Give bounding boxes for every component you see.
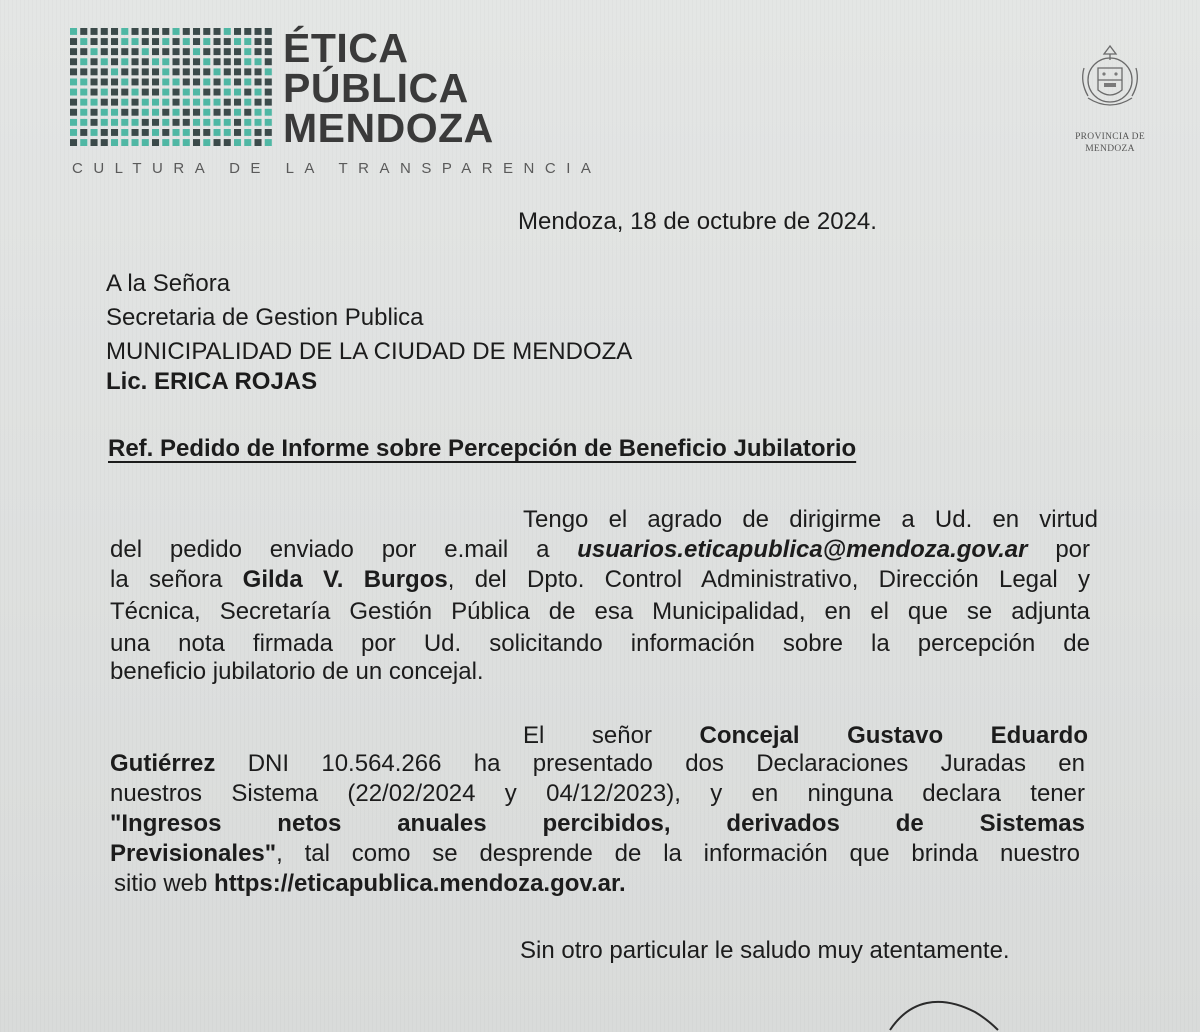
logo-tile <box>111 38 118 45</box>
logo-tile <box>224 58 231 65</box>
brand-line-1: ÉTICA <box>283 25 409 71</box>
p1-line-4: Técnica, Secretaría Gestión Pública de esa Municipalidad, en el que se adjunta <box>110 598 1090 625</box>
logo-tile <box>70 58 77 65</box>
logo-tile <box>265 28 272 35</box>
logo-tile <box>91 89 98 96</box>
logo-tile <box>152 28 159 35</box>
logo-tile <box>193 109 200 116</box>
logo-tile <box>224 38 231 45</box>
logo-tile <box>91 48 98 55</box>
logo-tile <box>265 38 272 45</box>
logo-tile <box>162 48 169 55</box>
logo-tile <box>173 139 180 146</box>
logo-tile <box>203 109 210 116</box>
logo-tile <box>214 99 221 106</box>
logo-tile <box>152 109 159 116</box>
logo-tile <box>142 28 149 35</box>
logo-tile <box>244 99 251 106</box>
p2-line-5-bold: Previsionales" <box>110 840 277 867</box>
logo-tile <box>224 99 231 106</box>
logo-tile <box>111 119 118 126</box>
logo-tile <box>193 99 200 106</box>
provincia-seal-icon <box>1070 38 1150 118</box>
logo-tile <box>265 68 272 75</box>
logo-tile <box>101 68 108 75</box>
logo-tile <box>111 79 118 86</box>
logo-tile <box>152 99 159 106</box>
logo-tile <box>193 139 200 146</box>
etica-publica-logo-mosaic <box>70 28 275 150</box>
logo-tile <box>265 139 272 146</box>
logo-tile <box>203 99 210 106</box>
logo-tile <box>121 58 128 65</box>
logo-tile <box>183 58 190 65</box>
logo-tile <box>70 68 77 75</box>
logo-tile <box>255 58 262 65</box>
logo-tile <box>132 109 139 116</box>
website-url: https://eticapublica.mendoza.gov.ar. <box>214 870 626 897</box>
logo-tile <box>152 48 159 55</box>
logo-tile <box>91 28 98 35</box>
concejal-title: Concejal Gustavo Eduardo <box>699 722 1088 749</box>
signature-stroke <box>880 990 1000 1032</box>
p1-line-3 <box>110 566 1090 594</box>
logo-tile <box>132 68 139 75</box>
p1-line-2 <box>110 536 1090 564</box>
logo-tile <box>101 119 108 126</box>
logo-tile <box>70 129 77 136</box>
logo-tile <box>255 79 262 86</box>
logo-tile <box>183 119 190 126</box>
logo-tile <box>80 129 87 136</box>
sender-name: Gilda V. Burgos <box>242 566 448 593</box>
logo-tile <box>193 58 200 65</box>
logo-tile <box>173 58 180 65</box>
brand-wordmark <box>283 25 494 151</box>
logo-tile <box>111 99 118 106</box>
logo-tile <box>142 99 149 106</box>
p2-line-3: nuestros Sistema (22/02/2024 y 04/12/2023), y en ninguna declara tener <box>110 780 1085 807</box>
brand-tagline: CULTURA DE LA TRANSPARENCIA <box>72 160 602 177</box>
logo-tile <box>162 28 169 35</box>
logo-tile <box>255 99 262 106</box>
seal-caption <box>1055 131 1165 155</box>
logo-tile <box>132 119 139 126</box>
logo-tile <box>203 89 210 96</box>
logo-tile <box>121 129 128 136</box>
logo-tile <box>70 139 77 146</box>
logo-tile <box>234 129 241 136</box>
logo-tile <box>91 38 98 45</box>
logo-tile <box>142 89 149 96</box>
p1-line-6: beneficio jubilatorio de un concejal. <box>110 658 484 685</box>
logo-tile <box>234 58 241 65</box>
logo-tile <box>255 68 262 75</box>
logo-tile <box>244 139 251 146</box>
p2-line-2 <box>110 750 1085 778</box>
reference-line: Ref. Pedido de Informe sobre Percepción de Beneficio Jubilatorio <box>108 435 857 462</box>
brand-line-2: PÚBLICA <box>283 65 469 111</box>
logo-tile <box>173 109 180 116</box>
logo-tile <box>214 58 221 65</box>
logo-tile <box>234 139 241 146</box>
logo-tile <box>173 48 180 55</box>
logo-tile <box>265 119 272 126</box>
logo-tile <box>80 68 87 75</box>
logo-tile <box>142 139 149 146</box>
logo-tile <box>265 89 272 96</box>
logo-tile <box>152 89 159 96</box>
logo-tile <box>162 109 169 116</box>
logo-tile <box>142 38 149 45</box>
logo-tile <box>183 139 190 146</box>
logo-tile <box>193 79 200 86</box>
logo-tile <box>152 58 159 65</box>
logo-tile <box>183 48 190 55</box>
logo-tile <box>193 38 200 45</box>
logo-tile <box>162 79 169 86</box>
logo-tile <box>80 99 87 106</box>
logo-tile <box>132 129 139 136</box>
logo-tile <box>91 119 98 126</box>
logo-tile <box>142 129 149 136</box>
logo-tile <box>162 68 169 75</box>
logo-tile <box>80 139 87 146</box>
logo-tile <box>255 89 262 96</box>
logo-tile <box>244 129 251 136</box>
logo-tile <box>173 79 180 86</box>
logo-tile <box>214 48 221 55</box>
logo-tile <box>101 129 108 136</box>
logo-tile <box>203 119 210 126</box>
logo-tile <box>214 139 221 146</box>
logo-tile <box>224 68 231 75</box>
logo-tile <box>91 58 98 65</box>
logo-tile <box>244 58 251 65</box>
concejal-surname: Gutiérrez <box>110 750 216 777</box>
logo-tile <box>255 28 262 35</box>
logo-tile <box>173 129 180 136</box>
logo-tile <box>70 79 77 86</box>
logo-tile <box>203 129 210 136</box>
logo-tile <box>121 48 128 55</box>
logo-tile <box>162 58 169 65</box>
p1-line-2-a: del pedido enviado por e.mail a <box>110 536 550 563</box>
p1-line-3-b: , del Dpto. Control Administrativo, Dirección Legal y <box>447 566 1091 593</box>
logo-tile <box>214 129 221 136</box>
logo-tile <box>80 79 87 86</box>
logo-tile <box>234 68 241 75</box>
logo-tile <box>111 58 118 65</box>
p2-line-2-rest: DNI 10.564.266 ha presentado dos Declaraciones Juradas en <box>247 750 1086 777</box>
logo-tile <box>142 58 149 65</box>
logo-tile <box>111 68 118 75</box>
logo-tile <box>265 58 272 65</box>
logo-tile <box>91 79 98 86</box>
logo-tile <box>244 68 251 75</box>
logo-tile <box>101 89 108 96</box>
letter-date: Mendoza, 18 de octubre de 2024. <box>518 208 877 235</box>
logo-tile <box>255 38 262 45</box>
logo-tile <box>183 129 190 136</box>
logo-tile <box>111 89 118 96</box>
logo-tile <box>101 99 108 106</box>
logo-tile <box>255 119 262 126</box>
logo-tile <box>121 99 128 106</box>
logo-tile <box>142 48 149 55</box>
logo-tile <box>111 139 118 146</box>
logo-tile <box>193 68 200 75</box>
logo-tile <box>173 119 180 126</box>
logo-tile <box>91 68 98 75</box>
logo-tile <box>224 48 231 55</box>
logo-tile <box>244 28 251 35</box>
logo-tile <box>80 58 87 65</box>
logo-tile <box>244 89 251 96</box>
logo-tile <box>91 139 98 146</box>
logo-tile <box>214 89 221 96</box>
logo-tile <box>70 89 77 96</box>
logo-tile <box>183 68 190 75</box>
logo-tile <box>80 119 87 126</box>
logo-tile <box>121 68 128 75</box>
logo-tile <box>121 79 128 86</box>
logo-tile <box>162 38 169 45</box>
p2-line-4: "Ingresos netos anuales percibidos, derivados de Sistemas <box>110 810 1085 837</box>
p2-line-5-rest: , tal como se desprende de la información que brinda nuestro <box>276 840 1080 867</box>
logo-tile <box>142 119 149 126</box>
logo-tile <box>173 89 180 96</box>
logo-tile <box>132 89 139 96</box>
logo-tile <box>173 38 180 45</box>
logo-tile <box>214 109 221 116</box>
logo-tile <box>70 48 77 55</box>
logo-tile <box>224 89 231 96</box>
logo-tile <box>162 129 169 136</box>
logo-tile <box>111 48 118 55</box>
logo-tile <box>70 28 77 35</box>
p2-line-5 <box>110 840 1080 868</box>
logo-tile <box>244 38 251 45</box>
logo-tile <box>152 68 159 75</box>
logo-tile <box>121 119 128 126</box>
recipient-line-1: A la Señora <box>106 270 231 297</box>
logo-tile <box>152 79 159 86</box>
logo-tile <box>214 79 221 86</box>
logo-tile <box>203 28 210 35</box>
logo-tile <box>70 119 77 126</box>
logo-tile <box>91 129 98 136</box>
logo-tile <box>224 28 231 35</box>
logo-tile <box>132 139 139 146</box>
logo-tile <box>234 119 241 126</box>
logo-tile <box>255 129 262 136</box>
logo-tile <box>265 109 272 116</box>
logo-tile <box>142 79 149 86</box>
p1-line-3-a: la señora <box>110 566 223 593</box>
p1-line-1: Tengo el agrado de dirigirme a Ud. en virtud <box>523 506 1098 533</box>
logo-tile <box>162 89 169 96</box>
logo-tile <box>183 79 190 86</box>
logo-tile <box>132 79 139 86</box>
logo-tile <box>224 79 231 86</box>
p2-line-1 <box>523 722 1088 750</box>
logo-tile <box>142 109 149 116</box>
logo-tile <box>152 139 159 146</box>
logo-tile <box>142 68 149 75</box>
logo-tile <box>132 28 139 35</box>
logo-tile <box>193 119 200 126</box>
logo-tile <box>224 119 231 126</box>
logo-tile <box>234 48 241 55</box>
logo-tile <box>214 119 221 126</box>
logo-tile <box>183 89 190 96</box>
logo-tile <box>70 109 77 116</box>
logo-tile <box>80 89 87 96</box>
logo-tile <box>193 28 200 35</box>
logo-tile <box>255 139 262 146</box>
logo-tile <box>101 28 108 35</box>
logo-tile <box>152 38 159 45</box>
logo-tile <box>101 58 108 65</box>
logo-tile <box>162 119 169 126</box>
logo-tile <box>265 48 272 55</box>
closing-line: Sin otro particular le saludo muy atentamente. <box>520 937 1010 964</box>
logo-tile <box>162 139 169 146</box>
logo-tile <box>234 79 241 86</box>
logo-tile <box>121 28 128 35</box>
logo-tile <box>203 48 210 55</box>
logo-tile <box>203 38 210 45</box>
logo-tile <box>111 109 118 116</box>
seal-caption-line-1: PROVINCIA DE <box>1075 132 1145 142</box>
logo-tile <box>101 48 108 55</box>
logo-tile <box>70 38 77 45</box>
logo-tile <box>80 48 87 55</box>
logo-tile <box>234 38 241 45</box>
logo-tile <box>173 68 180 75</box>
logo-tile <box>183 38 190 45</box>
logo-tile <box>234 99 241 106</box>
logo-tile <box>203 79 210 86</box>
logo-tile <box>244 48 251 55</box>
logo-tile <box>183 99 190 106</box>
recipient-line-4: Lic. ERICA ROJAS <box>106 368 318 395</box>
logo-tile <box>152 119 159 126</box>
logo-tile <box>121 109 128 116</box>
logo-tile <box>80 109 87 116</box>
logo-tile <box>255 48 262 55</box>
logo-tile <box>193 48 200 55</box>
logo-tile <box>91 109 98 116</box>
logo-tile <box>101 109 108 116</box>
p2-line-6 <box>114 870 626 898</box>
logo-tile <box>265 129 272 136</box>
logo-tile <box>224 129 231 136</box>
logo-tile <box>244 109 251 116</box>
logo-tile <box>162 99 169 106</box>
logo-tile <box>91 99 98 106</box>
logo-tile <box>173 28 180 35</box>
logo-tile <box>80 38 87 45</box>
logo-tile <box>203 139 210 146</box>
p1-line-5: una nota firmada por Ud. solicitando información sobre la percepción de <box>110 630 1090 657</box>
recipient-line-3: MUNICIPALIDAD DE LA CIUDAD DE MENDOZA <box>106 338 633 365</box>
logo-tile <box>214 28 221 35</box>
p2-line-1-a: El señor <box>523 722 652 749</box>
logo-tile <box>193 89 200 96</box>
logo-tile <box>101 139 108 146</box>
contact-email: usuarios.eticapublica@mendoza.gov.ar <box>577 536 1028 563</box>
logo-tile <box>255 109 262 116</box>
logo-tile <box>244 79 251 86</box>
logo-tile <box>193 129 200 136</box>
recipient-line-2: Secretaria de Gestion Publica <box>106 304 424 331</box>
logo-tile <box>234 28 241 35</box>
seal-caption-line-2: MENDOZA <box>1085 144 1135 154</box>
logo-tile <box>173 99 180 106</box>
logo-tile <box>111 129 118 136</box>
logo-tile <box>70 99 77 106</box>
logo-tile <box>203 68 210 75</box>
logo-tile <box>183 109 190 116</box>
logo-tile <box>265 79 272 86</box>
logo-tile <box>121 139 128 146</box>
logo-tile <box>214 38 221 45</box>
logo-tile <box>265 99 272 106</box>
logo-tile <box>224 109 231 116</box>
logo-tile <box>132 48 139 55</box>
logo-tile <box>203 58 210 65</box>
logo-tile <box>132 99 139 106</box>
logo-tile <box>111 28 118 35</box>
p1-line-2-b: por <box>1055 536 1090 563</box>
brand-line-3: MENDOZA <box>283 105 494 151</box>
logo-tile <box>183 28 190 35</box>
logo-tile <box>101 38 108 45</box>
logo-tile <box>121 89 128 96</box>
logo-tile <box>224 139 231 146</box>
logo-tile <box>132 38 139 45</box>
logo-tile <box>234 89 241 96</box>
logo-tile <box>234 109 241 116</box>
logo-tile <box>214 68 221 75</box>
logo-tile <box>152 129 159 136</box>
logo-tile <box>101 79 108 86</box>
logo-tile <box>80 28 87 35</box>
p2-line-6-a: sitio web <box>114 870 208 897</box>
logo-tile <box>244 119 251 126</box>
logo-tile <box>121 38 128 45</box>
logo-tile <box>132 58 139 65</box>
